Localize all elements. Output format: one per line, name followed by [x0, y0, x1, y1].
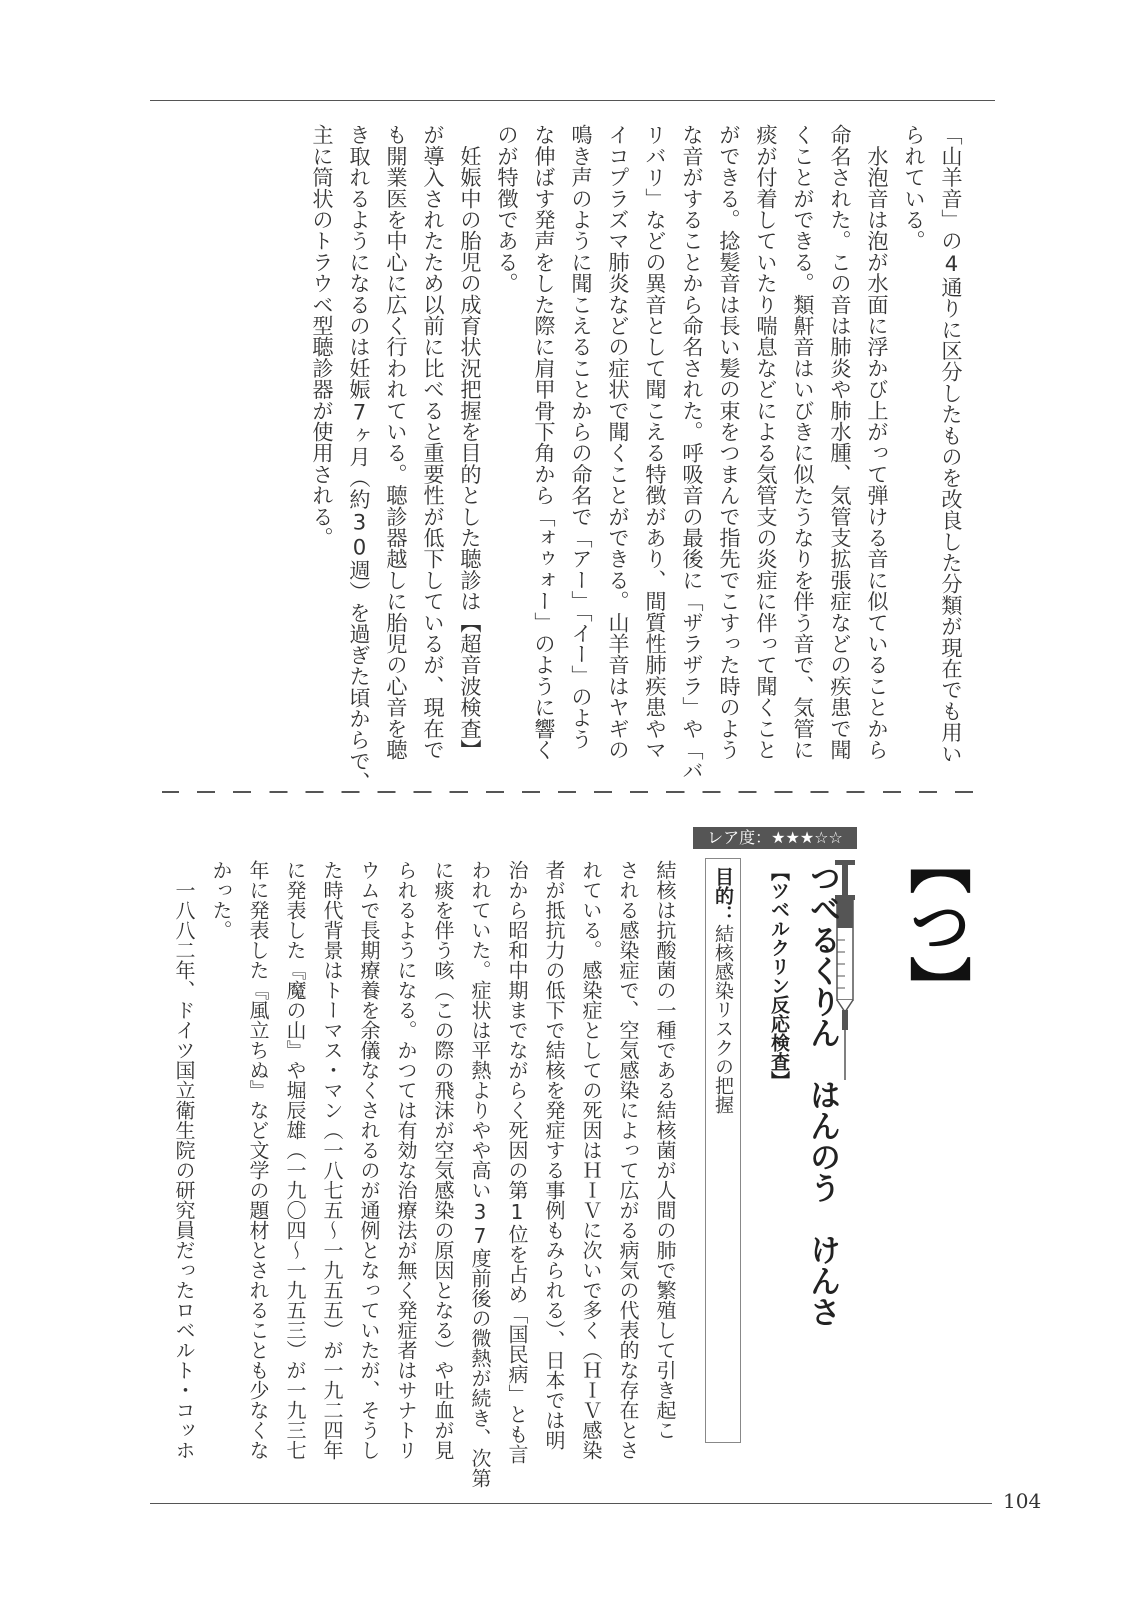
text-line: に痰を伴う咳（この際の飛沫が空気感染の原因となる）や吐血が見	[431, 860, 455, 1460]
text-line: 命名された。この音は肺炎や肺水腫、気管支拡張症などの疾患で聞	[828, 124, 853, 760]
text-line: くことができる。類鼾音はいびきに似たうなりを伴う音で、気管に	[791, 124, 816, 761]
text-line: 水泡音は泡が水面に浮かび上がって弾ける音に似ていることから	[865, 124, 890, 760]
text-line: られるようになる。かつては有効な治療法が無く発症者はサナトリ	[394, 860, 418, 1460]
text-line: な音がすることから命名された。呼吸音の最後に「ザラザラ」や「バ	[680, 124, 705, 782]
text-line: ウムで長期療養を余儀なくされるのが通例となっていたが、そうし	[357, 860, 381, 1460]
text-line: リバリ」などの異音として聞こえる特徴があり、間質性肺疾患やマ	[643, 124, 668, 760]
rarity-badge: レア度：★★★☆☆	[693, 827, 857, 849]
text-line: 鳴き声のように聞こえることからの命名で「アー」「イー」のよう	[569, 124, 594, 750]
top-text-block	[304, 124, 970, 793]
text-line: も開業医を中心に広く行われている。聴診器越しに胎児の心音を聴	[384, 124, 409, 760]
text-line: 結核は抗酸菌の一種である結核菌が人間の肺で繁殖して引き起こ	[653, 860, 677, 1440]
text-line: 年に発表した『風立ちぬ』など文学の題材とされることも少なくな	[246, 860, 270, 1460]
index-heading: 【つ】	[899, 832, 972, 1018]
entry-title: 【ツベルクリン反応検査】	[768, 862, 790, 1090]
text-line: 妊娠中の胎児の成育状況把握を目的とした聴診は【超音波検査】	[458, 124, 483, 760]
page-number: 104	[1003, 1489, 1042, 1513]
text-line: が導入されたため以前に比べると重要性が低下しているが、現在で	[421, 124, 446, 760]
purpose-label: 目的：	[712, 867, 734, 924]
entry-title-reading: つべるくりん はんのう けんさ	[804, 862, 840, 1327]
text-line: 者が抵抗力の低下で結核を発症する事例もみられる）、日本では明	[542, 860, 566, 1450]
text-line: ができる。捻髪音は長い髪の束をつまんで指先でこすった時のよう	[717, 124, 742, 760]
top-rule	[150, 100, 995, 101]
text-line: イコプラズマ肺炎などの症状で聞くことができる。山羊音はヤギの	[606, 124, 631, 760]
entry-body-text	[165, 860, 683, 1488]
text-line: れている。感染症としての死因はＨＩＶに次いで多く（ＨＩＶ感染	[579, 860, 603, 1460]
text-line: に発表した『魔の山』や堀辰雄（一九〇四〜一九五三）が一九三七	[283, 860, 307, 1460]
text-line: われていた。症状は平熱よりやや高い37度前後の微熱が続き、次第	[468, 860, 492, 1488]
text-line: かった。	[209, 860, 233, 940]
text-line: される感染症で、空気感染によって広がる病気の代表的な存在とさ	[616, 860, 640, 1460]
text-line: な伸ばす発声をした際に肩甲骨下角から「ォゥォー」のように響く	[532, 124, 557, 760]
text-line: 痰が付着していたり喘息などによる気管支の炎症に伴って聞くこと	[754, 124, 779, 760]
text-line: 主に筒状のトラウベ型聴診器が使用される。	[310, 124, 335, 548]
section-divider	[162, 791, 974, 793]
text-line: た時代背景はトーマス・マン（一八七五〜一九五五）が一九二四年	[320, 860, 344, 1460]
purpose-box	[705, 858, 741, 1443]
text-line: 治から昭和中期までながらく死因の第1位を占め「国民病」とも言	[505, 860, 529, 1464]
bottom-rule	[150, 1503, 992, 1504]
text-line: られている。	[902, 124, 927, 252]
purpose-text: 結核感染リスクの把握	[712, 924, 734, 1114]
text-line: き取れるようになるのは妊娠7ヶ月（約30週）を過ぎた頃からで、	[347, 124, 372, 793]
text-line: 「山羊音」の4通りに区分したものを改良した分類が現在でも用い	[939, 124, 964, 764]
text-line: 一八八二年、ドイツ国立衛生院の研究員だったロベルト・コッホ	[172, 860, 196, 1460]
text-line: のが特徴である。	[495, 124, 520, 294]
